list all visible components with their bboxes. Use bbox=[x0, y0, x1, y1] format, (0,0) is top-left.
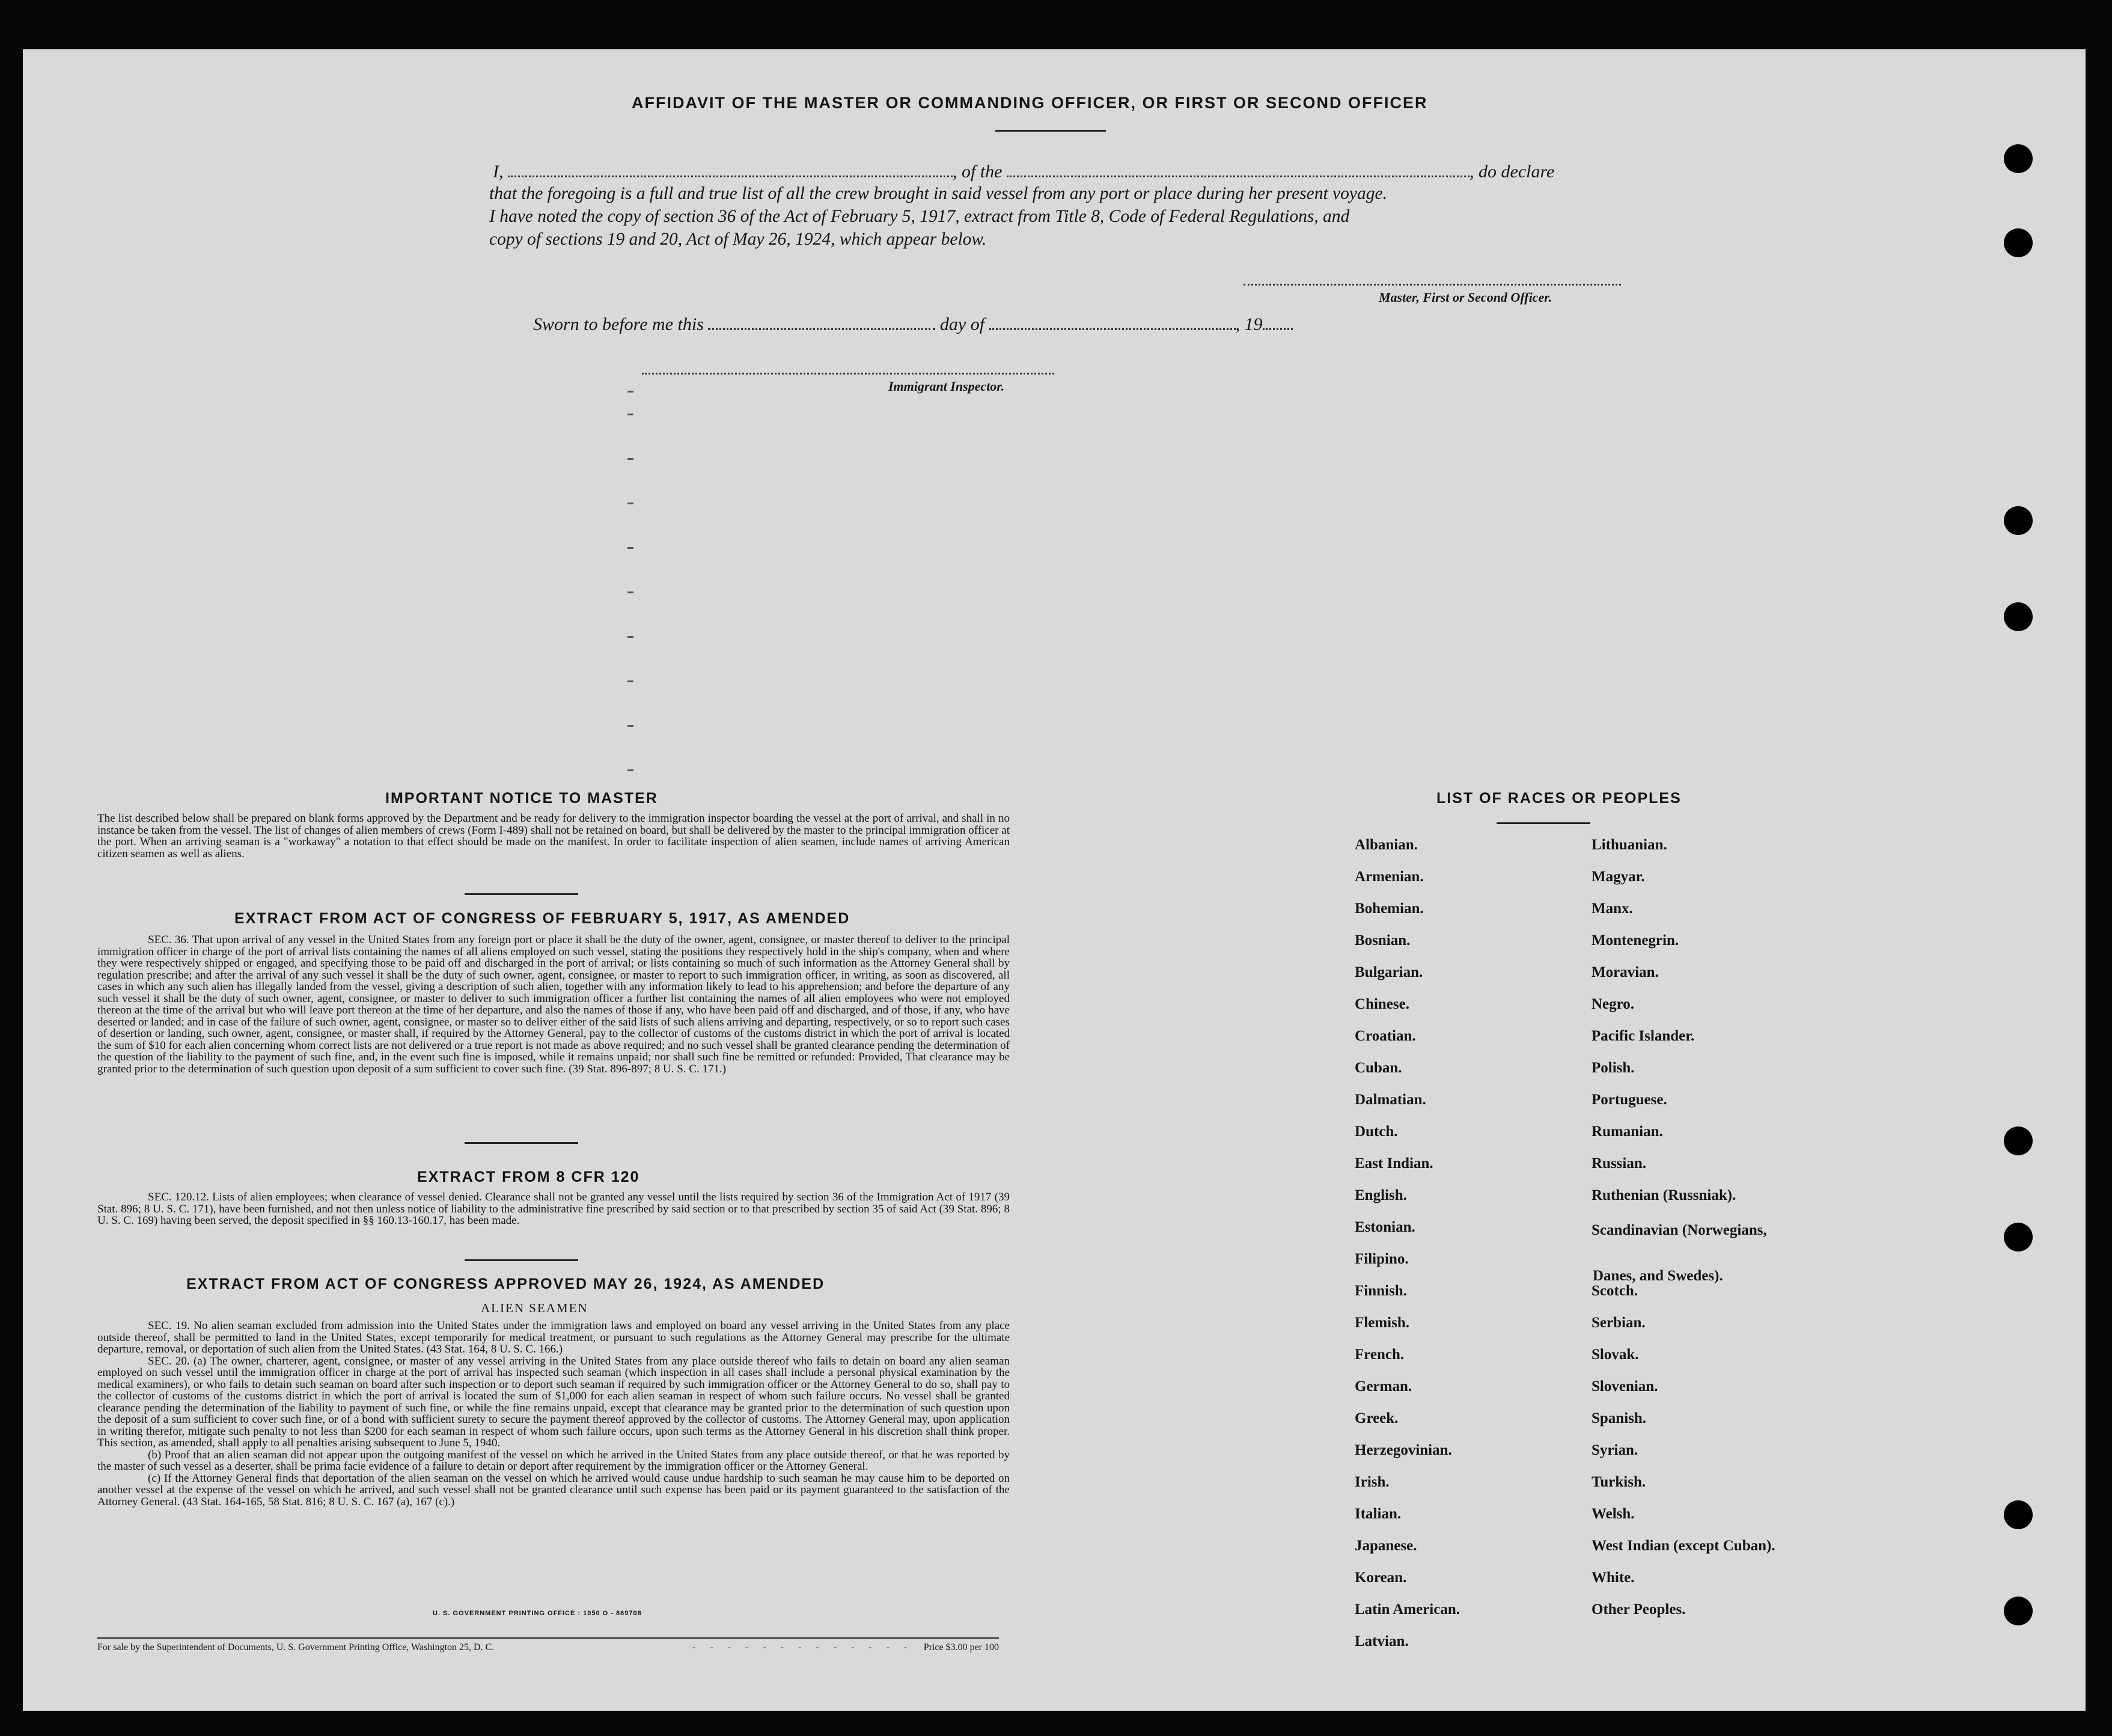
master-signature-label: Master, First or Second Officer. bbox=[1379, 290, 1552, 305]
race-item: Turkish. bbox=[1592, 1474, 1646, 1490]
race-item: Japanese. bbox=[1355, 1538, 1417, 1554]
punch-hole bbox=[2004, 144, 2033, 173]
extract-1917-title: EXTRACT FROM ACT OF CONGRESS OF FEBRUARY 5, 1917, AS AMENDED bbox=[234, 910, 850, 927]
vessel-name-field[interactable] bbox=[1007, 159, 1470, 177]
race-item: Russian. bbox=[1592, 1155, 1647, 1172]
master-signature-field[interactable] bbox=[1244, 267, 1621, 286]
race-item: Magyar. bbox=[1592, 869, 1645, 885]
extract-cfr-title: EXTRACT FROM 8 CFR 120 bbox=[417, 1169, 640, 1185]
extract-1924-subtitle: ALIEN SEAMEN bbox=[481, 1301, 588, 1315]
race-item: Greek. bbox=[1355, 1410, 1399, 1426]
race-item: West Indian (except Cuban). bbox=[1592, 1538, 1775, 1554]
sworn-label: Sworn to before me this bbox=[533, 314, 704, 334]
punch-hole bbox=[2004, 1223, 2033, 1252]
extract-1924-text bbox=[97, 1320, 1010, 1508]
extract-1917-body: SEC. 36. That upon arrival of any vessel in the United States from any foreign port or place it shall be the duty of the owner, agent, consignee, or master thereof to deliver to the principal immigration officer in charge of the port of arrival lists containing the names of all aliens employed on such vessel, stating the positions they respectively hold in the ship's company, when and where they were respectively shipped or engaged, and specifying those to be paid off and discharged in the port of arrival; or lists containing so much of such information as the Attorney General shall by regulation prescribe; and after the arrival of any such vessel it shall be the duty of such owner, agent, consignee, or master to report to such immigration officer, in writing, as soon as discovered, all cases in which any such alien has illegally landed from the vessel, giving a description of such alien, together with any information likely to lead to his apprehension; and before the departure of any such vessel it shall be the duty of such owner, agent, consignee, or master to deliver to such immigration officer a further list containing the names of all alien employees who were not employed thereon at the time of the arrival but who will leave port thereon at the time of her departure, and also the names of those if any, who have been paid off and discharged, and of those, if any, who have deserted or landed; and in case of the failure of such owner, agent, consignee, or master so to deliver either of the said lists of such aliens arriving and departing, respectively, or so to report such cases of desertion or landing, such owner, agent, consignee, or master shall, if required by the Attorney General, pay to the collector of customs of the customs district in which the port of arrival is located the sum of $10 for each alien concerning whom correct lists are not delivered or a true report is not made as above required; and no such vessel shall be granted clearance pending the determination of the question of the liability to the payment of such fine, and, in the event such fine is imposed, while it remains unpaid; nor shall such fine be remitted or refunded: Provided, That clearance may be granted prior to the determination of such question upon deposit of a sum sufficient to cover such fine. (39 Stat. 896-897; 8 U. S. C. 171.) bbox=[97, 934, 1010, 1075]
race-item: Dutch. bbox=[1355, 1123, 1398, 1140]
race-item: Rumanian. bbox=[1592, 1123, 1663, 1140]
section-rule bbox=[465, 893, 578, 895]
race-item: Armenian. bbox=[1355, 869, 1424, 885]
race-item: Negro. bbox=[1592, 996, 1635, 1012]
race-item: French. bbox=[1355, 1346, 1405, 1363]
race-item: Ruthenian (Russniak). bbox=[1592, 1187, 1736, 1203]
race-item: Slovenian. bbox=[1592, 1378, 1658, 1395]
affidavit-line-1 bbox=[493, 159, 1648, 182]
race-item: Italian. bbox=[1355, 1506, 1402, 1522]
race-item: Irish. bbox=[1355, 1474, 1390, 1490]
notice-title: IMPORTANT NOTICE TO MASTER bbox=[385, 790, 658, 807]
race-item: Other Peoples. bbox=[1592, 1601, 1686, 1618]
race-item: Scandinavian (Norwegians, bbox=[1592, 1222, 1767, 1238]
race-item: Bohemian. bbox=[1355, 900, 1424, 917]
race-item: Manx. bbox=[1592, 900, 1633, 917]
race-item: Spanish. bbox=[1592, 1410, 1647, 1426]
margin-tick bbox=[627, 769, 633, 771]
sec-20b-paragraph: (b) Proof that an alien seaman did not appear upon the outgoing manifest of the vessel on which he arrived in the United States from any place outside thereof, or that he was reported by the master of such vessel as a deserter, shall be prima facie evidence of a failure to detain or deport after requirement by the immigration officer or the Attorney General. bbox=[97, 1448, 1010, 1473]
affidavit-line-2: that the foregoing is a full and true list of all the crew brought in said vessel from any port or place during her present voyage. bbox=[489, 184, 1387, 203]
race-item: Herzegovinian. bbox=[1355, 1442, 1452, 1458]
form-sheet bbox=[23, 49, 2086, 1711]
margin-tick bbox=[627, 391, 633, 393]
margin-tick bbox=[627, 591, 633, 593]
race-item: Polish. bbox=[1592, 1060, 1635, 1076]
sworn-line bbox=[533, 311, 1293, 335]
race-item: Pacific Islander. bbox=[1592, 1028, 1695, 1044]
race-item: Danes, and Swedes). bbox=[1593, 1268, 1723, 1284]
races-title: LIST OF RACES OR PEOPLES bbox=[1436, 790, 1682, 807]
printing-office-imprint: U. S. GOVERNMENT PRINTING OFFICE : 1950 O - 869708 bbox=[433, 1610, 642, 1617]
margin-tick bbox=[627, 458, 633, 460]
race-item: Scotch. bbox=[1592, 1283, 1638, 1299]
affidavit-title-rule bbox=[995, 130, 1106, 132]
declarant-name-field[interactable] bbox=[508, 159, 953, 177]
day-of-label: day of bbox=[939, 314, 985, 334]
race-item: Montenegrin. bbox=[1592, 932, 1679, 949]
footer-rule bbox=[97, 1637, 999, 1639]
race-item: Latin American. bbox=[1355, 1601, 1460, 1618]
footer-line bbox=[97, 1642, 999, 1653]
punch-hole bbox=[2004, 1597, 2033, 1625]
race-item: Serbian. bbox=[1592, 1315, 1646, 1331]
margin-tick bbox=[627, 680, 633, 682]
margin-tick bbox=[627, 725, 633, 727]
price-notice: Price $3.00 per 100 bbox=[923, 1642, 999, 1652]
footer-dashes: - - - - - - - - - - - - - bbox=[692, 1642, 914, 1652]
punch-hole bbox=[2004, 1126, 2033, 1155]
affidavit-line-3: I have noted the copy of section 36 of the Act of February 5, 1917, extract from Title 8, Code of Federal Regulations, and bbox=[489, 207, 1350, 226]
inspector-label: Immigrant Inspector. bbox=[888, 379, 1005, 394]
inspector-signature-field[interactable] bbox=[642, 356, 1054, 374]
race-item: Lithuanian. bbox=[1592, 837, 1667, 853]
race-item: Bosnian. bbox=[1355, 932, 1411, 949]
race-item: Flemish. bbox=[1355, 1315, 1409, 1331]
race-item: Moravian. bbox=[1592, 964, 1659, 980]
of-the-label: , of the bbox=[953, 162, 1003, 182]
margin-tick bbox=[627, 503, 633, 504]
race-item: Korean. bbox=[1355, 1569, 1407, 1586]
race-item: Cuban. bbox=[1355, 1060, 1402, 1076]
race-item: Dalmatian. bbox=[1355, 1092, 1426, 1108]
sale-notice: For sale by the Superintendent of Documents, U. S. Government Printing Office, Washington 25, D. C. bbox=[97, 1642, 495, 1652]
i-label: I, bbox=[493, 162, 504, 182]
race-item: Bulgarian. bbox=[1355, 964, 1423, 980]
race-item: Estonian. bbox=[1355, 1219, 1415, 1235]
race-item: White. bbox=[1592, 1569, 1635, 1586]
punch-hole bbox=[2004, 506, 2033, 535]
do-declare-label: , do declare bbox=[1470, 162, 1555, 182]
race-item: Chinese. bbox=[1355, 996, 1409, 1012]
race-item: English. bbox=[1355, 1187, 1407, 1203]
race-item: Welsh. bbox=[1592, 1506, 1635, 1522]
margin-tick bbox=[627, 414, 633, 415]
extract-1924-title: EXTRACT FROM ACT OF CONGRESS APPROVED MAY 26, 1924, AS AMENDED bbox=[186, 1276, 825, 1292]
race-item: Finnish. bbox=[1355, 1283, 1407, 1299]
sworn-day-field[interactable] bbox=[708, 311, 935, 330]
sworn-year-field[interactable] bbox=[1263, 311, 1293, 330]
race-item: Latvian. bbox=[1355, 1633, 1409, 1649]
punch-hole bbox=[2004, 602, 2033, 631]
affidavit-line-4: copy of sections 19 and 20, Act of May 26, 1924, which appear below. bbox=[489, 230, 987, 249]
punch-hole bbox=[2004, 228, 2033, 257]
extract-cfr-body: SEC. 120.12. Lists of alien employees; when clearance of vessel denied. Clearance shall not be granted any vessel until the lists required by section 36 of the Immigration Act of 1917 (39 Stat. 896; 8 U. S. C. 171), have been furnished, and not then unless notice of liability to the administrative fine prescribed by said section or to that prescribed by section 35 of said Act (39 Stat. 896; 8 U. S. C. 169) having been served, the deposit specified in §§ 160.13-160.17, has been made. bbox=[97, 1191, 1010, 1227]
race-item: Croatian. bbox=[1355, 1028, 1416, 1044]
affidavit-title: AFFIDAVIT OF THE MASTER OR COMMANDING OFFICER, OR FIRST OR SECOND OFFICER bbox=[632, 94, 1428, 112]
race-item: Albanian. bbox=[1355, 837, 1418, 853]
race-item: Syrian. bbox=[1592, 1442, 1638, 1458]
race-item: Portuguese. bbox=[1592, 1092, 1667, 1108]
section-rule bbox=[465, 1142, 578, 1144]
year-label: , 19 bbox=[1235, 314, 1263, 334]
sec-20a-paragraph: SEC. 20. (a) The owner, charterer, agent, consignee, or master of any vessel arriving in the United States from any place outside thereof who fails to detain on board any alien seaman employed on such vessel until the immigration officer in charge at the port of arrival has inspected such seaman (which inspection in all cases shall include a personal physical examination by the medical examiners), or who fails to detain such seaman on board after such inspection or to deport such seaman if required by such immigration officer or the Attorney General to do so, shall pay to the collector of customs of the customs district in which the port of arrival is located the sum of $1,000 for each alien seaman in respect of whom such failure occurs. No vessel shall be granted clearance pending the determination of the liability to payment of such fine, or while the fine remains unpaid, except that clearance may be granted prior to the determination of such question upon the deposit of a sum sufficient to cover such fine, or of a bond with sufficient surety to secure the payment thereof approved by the collector of customs. The Attorney General may, upon application in writing therefor, mitigate such penalty to not less than $200 for each seaman in respect of whom such failure occurs, upon such terms as the Attorney General in his discretion shall think proper. This section, as amended, shall apply to all penalties arising subsequent to June 5, 1940. bbox=[97, 1354, 1010, 1449]
race-item: Slovak. bbox=[1592, 1346, 1639, 1363]
sec-20c-paragraph: (c) If the Attorney General finds that deportation of the alien seaman on the vessel on which he arrived would cause undue hardship to such seaman he may cause him to be deported on another vessel at the expense of the vessel on which he arrived, and such vessel shall not be granted clearance until such expense has been paid or its payment guaranteed to the satisfaction of the Attorney General. (43 Stat. 164-165, 58 Stat. 816; 8 U. S. C. 167 (a), 167 (c).) bbox=[97, 1472, 1010, 1508]
sec-19-paragraph: SEC. 19. No alien seaman excluded from admission into the United States under the immigration laws and employed on board any vessel arriving in the United States from any place outside thereof, shall be permitted to land in the United States, except temporarily for medical treatment, or pursuant to such regulations as the Attorney General may prescribe for the ultimate departure, removal, or deportation of such alien from the United States. (43 Stat. 164, 8 U. S. C. 166.) bbox=[97, 1319, 1010, 1355]
notice-body: The list described below shall be prepared on blank forms approved by the Department and be ready for delivery to the immigration inspector boarding the vessel at the port of arrival, and shall in no instance be taken from the vessel. The list of changes of alien members of crews (Form I-489) shall not be retained on board, but shall be delivered by the master to the principal immigration officer at the port. When an arriving seaman is a "workaway" a notation to that effect should be made on the manifest. In order to facilitate inspection of alien seamen, include names of arriving American citizen seamen as well as aliens. bbox=[97, 812, 1010, 860]
section-rule bbox=[465, 1259, 578, 1261]
race-item: Filipino. bbox=[1355, 1251, 1409, 1267]
margin-tick bbox=[627, 636, 633, 638]
race-item: East Indian. bbox=[1355, 1155, 1433, 1172]
sworn-month-field[interactable] bbox=[989, 311, 1236, 330]
races-title-rule bbox=[1497, 822, 1590, 824]
punch-hole bbox=[2004, 1500, 2033, 1529]
race-item: German. bbox=[1355, 1378, 1412, 1395]
margin-tick bbox=[627, 547, 633, 549]
